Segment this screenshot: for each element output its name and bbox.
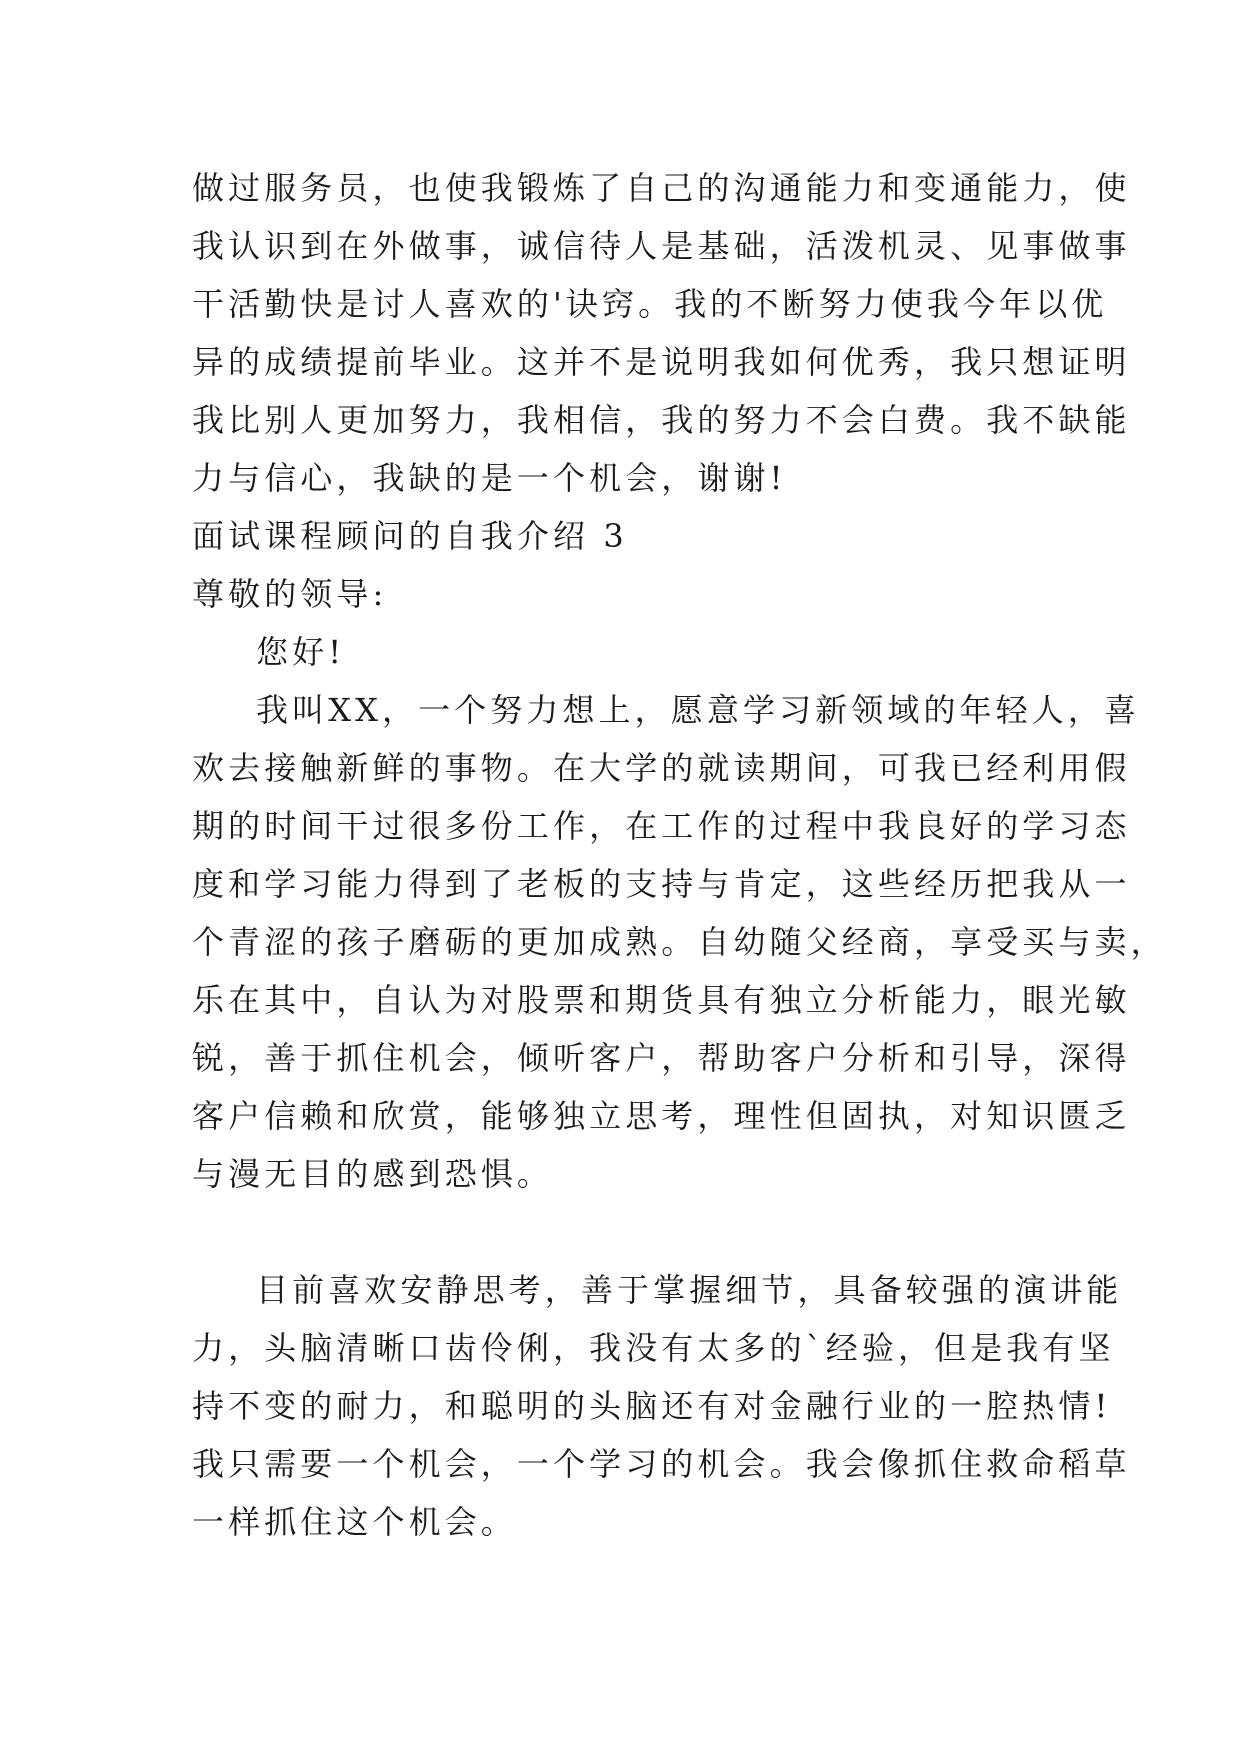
paragraph-line: 持不变的耐力，和聪明的头脑还有对金融行业的一腔热情! [192,1387,1112,1425]
paragraph-line: 异的成绩提前毕业。这并不是说明我如何优秀，我只想证明 [192,343,1131,381]
greeting: 您好! [256,633,346,671]
paragraph-line: 锐，善于抓住机会，倾听客户，帮助客户分析和引导，深得 [192,1039,1131,1077]
paragraph-line: 一样抓住这个机会。 [192,1503,517,1541]
paragraph-line: 力，头脑清晰口齿伶俐，我没有太多的`经验，但是我有坚 [192,1329,1115,1367]
paragraph-line: 做过服务员，也使我锻炼了自己的沟通能力和变通能力，使 [192,169,1131,207]
paragraph-line: 力与信心，我缺的是一个机会，谢谢! [192,459,787,497]
paragraph-line: 我只需要一个机会，一个学习的机会。我会像抓住救命稻草 [192,1445,1131,1483]
paragraph-line: 个青涩的孩子磨砺的更加成熟。自幼随父经商，享受买与卖， [192,923,1167,961]
salutation: 尊敬的领导: [192,575,388,613]
paragraph-line: 我叫XX，一个努力想上，愿意学习新领域的年轻人，喜 [256,691,1141,729]
paragraph-line: 乐在其中，自认为对股票和期货具有独立分析能力，眼光敏 [192,981,1131,1019]
paragraph-line: 期的时间干过很多份工作，在工作的过程中我良好的学习态 [192,807,1131,845]
paragraph-line: 度和学习能力得到了老板的支持与肯定，这些经历把我从一 [192,865,1131,903]
paragraph-line: 我认识到在外做事，诚信待人是基础，活泼机灵、见事做事 [192,227,1131,265]
paragraph-line: 欢去接触新鲜的事物。在大学的就读期间，可我已经利用假 [192,749,1131,787]
paragraph-line: 目前喜欢安静思考，善于掌握细节，具备较强的演讲能 [256,1271,1123,1309]
paragraph-line: 客户信赖和欣赏，能够独立思考，理性但固执，对知识匮乏 [192,1097,1131,1135]
section-title: 面试课程顾问的自我介绍 3 [192,517,628,555]
paragraph-line: 我比别人更加努力，我相信，我的努力不会白费。我不缺能 [192,401,1131,439]
paragraph-line: 与漫无目的感到恐惧。 [192,1155,554,1193]
paragraph-line: 干活勤快是讨人喜欢的'诀窍。我的不断努力使我今年以优 [192,285,1108,323]
